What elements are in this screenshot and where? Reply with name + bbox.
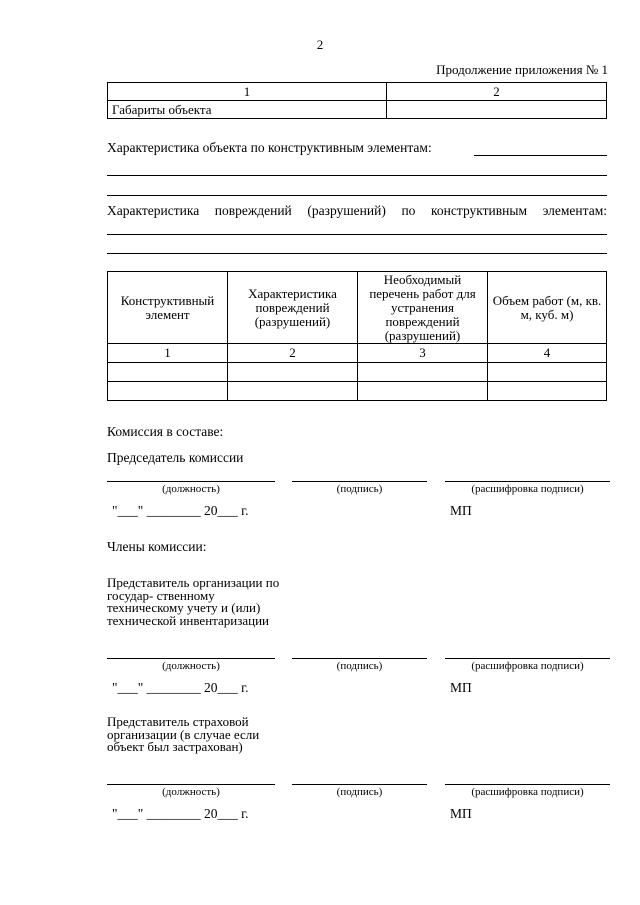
table-cell[interactable]: [228, 363, 358, 382]
stamp-label: МП: [450, 680, 472, 695]
signature-line[interactable]: [292, 784, 427, 785]
fill-line[interactable]: [107, 195, 607, 196]
decoding-line[interactable]: [445, 481, 610, 482]
header-damage-characteristic: Характеристика повреждений (разрушений): [228, 272, 358, 344]
damage-table: [107, 271, 607, 401]
date-line[interactable]: "___" ________ 20___ г.: [112, 806, 249, 821]
col-header-1: 1: [108, 83, 387, 101]
members-label: Члены комиссии:: [107, 539, 207, 554]
col-number: 3: [358, 344, 488, 363]
position-line[interactable]: [107, 658, 275, 659]
signature-line[interactable]: [292, 658, 427, 659]
col-number: 1: [108, 344, 228, 363]
col-number: 4: [488, 344, 607, 363]
table-cell[interactable]: [488, 382, 607, 401]
decoding-caption: (расшифровка подписи): [471, 483, 584, 495]
header-structural-element: Конструктивный элемент: [108, 272, 228, 344]
position-line[interactable]: [107, 481, 275, 482]
date-line[interactable]: "___" ________ 20___ г.: [112, 680, 249, 695]
decoding-caption: (расшифровка подписи): [471, 660, 584, 672]
signature-caption: (подпись): [336, 483, 383, 495]
decoding-caption: (расшифровка подписи): [471, 786, 584, 798]
table-cell[interactable]: [228, 382, 358, 401]
signature-caption: (подпись): [336, 786, 383, 798]
table-cell[interactable]: [358, 382, 488, 401]
position-caption: (должность): [162, 660, 220, 672]
characteristic-damage-label: Характеристика повреждений (разрушений) по конструктивным элементам:: [107, 203, 607, 218]
table-cell[interactable]: [108, 363, 228, 382]
col-header-2: 2: [387, 83, 607, 101]
page-number: 2: [316, 37, 324, 52]
table-cell[interactable]: [488, 363, 607, 382]
characteristic-elements-label: Характеристика объекта по конструктивным элементам:: [107, 140, 432, 155]
fill-line[interactable]: [107, 175, 607, 176]
decoding-line[interactable]: [445, 658, 610, 659]
position-line[interactable]: [107, 784, 275, 785]
signature-caption: (подпись): [336, 660, 383, 672]
position-caption: (должность): [162, 483, 220, 495]
dimensions-value[interactable]: [387, 101, 607, 119]
fill-line[interactable]: [474, 155, 607, 156]
signature-line[interactable]: [292, 481, 427, 482]
rep-insurance-label: Представитель страховой организации (в случае если объект был застрахован): [107, 714, 260, 754]
stamp-label: МП: [450, 503, 472, 518]
header-works-list: Необходимый перечень работ для устранения повреждений (разрушений): [358, 272, 488, 344]
rep-inventory-label: Представитель организации по государ- ственному техническому учету и (или) технической инвентаризации: [107, 575, 280, 628]
dimensions-table: [107, 82, 607, 119]
position-caption: (должность): [162, 786, 220, 798]
stamp-label: МП: [450, 806, 472, 821]
dimensions-label: Габариты объекта: [108, 101, 387, 119]
commission-label: Комиссия в составе:: [107, 424, 224, 439]
fill-line[interactable]: [107, 253, 607, 254]
date-line[interactable]: "___" ________ 20___ г.: [112, 503, 249, 518]
chairman-label: Председатель комиссии: [107, 450, 244, 465]
decoding-line[interactable]: [445, 784, 610, 785]
table-cell[interactable]: [108, 382, 228, 401]
continuation-label: Продолжение приложения № 1: [436, 62, 608, 77]
header-work-volume: Объем работ (м, кв. м, куб. м): [488, 272, 607, 344]
fill-line[interactable]: [107, 234, 607, 235]
col-number: 2: [228, 344, 358, 363]
table-cell[interactable]: [358, 363, 488, 382]
